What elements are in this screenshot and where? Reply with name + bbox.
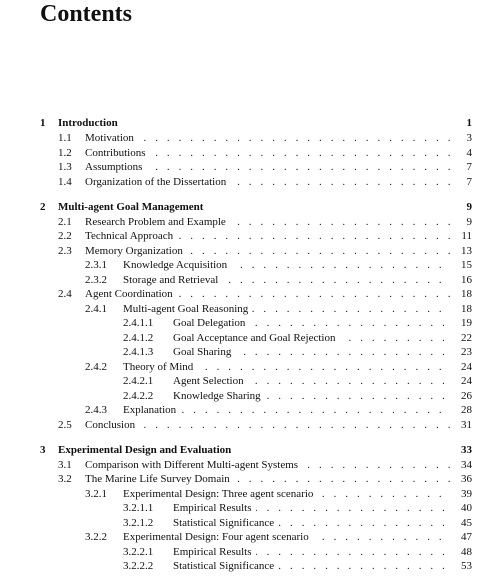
toc-page-number: 9 (463, 200, 473, 215)
toc-leader-dots (85, 418, 450, 433)
toc-page-number: 39 (457, 487, 472, 502)
toc-page-number: 4 (463, 146, 473, 161)
toc-leader-dots (85, 131, 450, 146)
toc-entry-number: 1.4 (58, 176, 72, 188)
toc-entry-number: 2.3.2 (85, 274, 107, 286)
toc-chapter-entry[interactable] (0, 116, 489, 131)
toc-section-entry[interactable] (0, 258, 489, 273)
toc-entry-title: The Marine Life Survey Domain (85, 472, 234, 487)
toc-section-entry[interactable] (0, 287, 489, 302)
toc-entry-number: 3.2 (58, 473, 72, 485)
toc-entry-number: 2.4.1 (85, 303, 107, 315)
toc-section-entry[interactable] (0, 516, 489, 531)
toc-entry-title: Knowledge Acquisition (123, 258, 231, 273)
toc-entry-title: Theory of Mind (123, 360, 197, 375)
toc-section-entry[interactable] (0, 501, 489, 516)
toc-section-entry[interactable] (0, 374, 489, 389)
toc-page-number: 24 (457, 360, 472, 375)
toc-entry-title: Organization of the Dissertation (85, 175, 230, 190)
toc-section-entry[interactable] (0, 331, 489, 346)
toc-entry-number: 2.4 (58, 288, 72, 300)
page-title: Contents (40, 1, 133, 27)
toc-section-entry[interactable] (0, 244, 489, 259)
toc-entry-title: Explanation (123, 403, 180, 418)
toc-section-entry[interactable] (0, 487, 489, 502)
toc-entry-title: Statistical Significance (173, 559, 278, 574)
toc-entry-title: Experimental Design: Three agent scenario (123, 487, 317, 502)
toc-page-number: 13 (457, 244, 472, 259)
toc-entry-number: 2.1 (58, 216, 72, 228)
toc-section-entry[interactable] (0, 215, 489, 230)
toc-entry-number: 2 (40, 201, 46, 213)
toc-page-number: 18 (457, 302, 472, 317)
toc-page-number: 7 (463, 160, 473, 175)
toc-entry-title: Agent Coordination (85, 287, 177, 302)
toc-entry-number: 1.1 (58, 132, 72, 144)
toc-page-number: 9 (463, 215, 473, 230)
toc-entry-title: Comparison with Different Multi-agent Systems (85, 458, 302, 473)
toc-entry-title: Multi-agent Goal Reasoning (123, 302, 252, 317)
toc-page-number: 3 (463, 131, 473, 146)
toc-section-entry[interactable] (0, 545, 489, 560)
toc-entry-title: Empirical Results (173, 501, 256, 516)
toc-page-number: 40 (457, 501, 472, 516)
toc-entry-number: 3.2.2.1 (123, 546, 154, 558)
toc-entry-title: Introduction (58, 116, 122, 131)
toc-entry-number: 2.4.1.3 (123, 346, 154, 358)
toc-section-entry[interactable] (0, 175, 489, 190)
toc-page-number: 11 (457, 229, 472, 244)
toc-page-number: 24 (457, 374, 472, 389)
toc-page-number: 36 (457, 472, 472, 487)
toc-page-number: 45 (457, 516, 472, 531)
toc-entry-number: 2.4.2 (85, 361, 107, 373)
toc-entry-number: 2.2 (58, 230, 72, 242)
toc-section-entry[interactable] (0, 458, 489, 473)
toc-page-number: 48 (457, 545, 472, 560)
toc-section-entry[interactable] (0, 403, 489, 418)
toc-page-number: 28 (457, 403, 472, 418)
toc-entry-number: 3 (40, 444, 46, 456)
toc-entry-number: 3.2.2.2 (123, 560, 154, 572)
toc-page-number: 33 (457, 443, 472, 458)
toc-section-entry[interactable] (0, 389, 489, 404)
toc-chapter-entry[interactable] (0, 200, 489, 215)
toc-section-entry[interactable] (0, 273, 489, 288)
toc-entry-title: Technical Approach (85, 229, 177, 244)
toc-page-number: 26 (457, 389, 472, 404)
toc-entry-number: 2.4.2.1 (123, 375, 154, 387)
toc-page-number: 23 (457, 345, 472, 360)
toc-section-entry[interactable] (0, 418, 489, 433)
toc-entry-title: Research Problem and Example (85, 215, 230, 230)
toc-section-entry[interactable] (0, 559, 489, 574)
toc-entry-number: 3.1 (58, 459, 72, 471)
toc-page-number: 16 (457, 273, 472, 288)
toc-entry-number: 2.4.3 (85, 404, 107, 416)
toc-page-number: 34 (457, 458, 472, 473)
toc-page-number: 1 (463, 116, 473, 131)
toc-section-entry[interactable] (0, 160, 489, 175)
toc-page-number: 19 (457, 316, 472, 331)
toc-entry-title: Statistical Significance (173, 516, 278, 531)
toc-section-entry[interactable] (0, 345, 489, 360)
toc-entry-title: Memory Organization (85, 244, 187, 259)
toc-page-number: 7 (463, 175, 473, 190)
toc-entry-number: 3.2.1 (85, 488, 107, 500)
toc-entry-number: 2.3 (58, 245, 72, 257)
toc-entry-title: Contributions (85, 146, 150, 161)
toc-entry-number: 3.2.2 (85, 531, 107, 543)
toc-entry-title: Empirical Results (173, 545, 256, 560)
toc-section-entry[interactable] (0, 302, 489, 317)
toc-entry-title: Multi-agent Goal Management (58, 200, 207, 215)
toc-entry-number: 3.2.1.1 (123, 502, 154, 514)
toc-page-number: 53 (457, 559, 472, 574)
toc-entry-number: 1 (40, 117, 46, 129)
toc-entry-number: 1.3 (58, 161, 72, 173)
toc-entry-title: Experimental Design and Evaluation (58, 443, 235, 458)
toc-section-entry[interactable] (0, 316, 489, 331)
toc-entry-title: Agent Selection (173, 374, 248, 389)
toc-entry-title: Goal Delegation (173, 316, 249, 331)
toc-entry-title: Conclusion (85, 418, 139, 433)
toc-section-entry[interactable] (0, 146, 489, 161)
toc-entry-number: 2.4.2.2 (123, 390, 154, 402)
toc-page-number: 47 (457, 530, 472, 545)
toc-entry-number: 2.4.1.2 (123, 332, 154, 344)
toc-page-number: 22 (457, 331, 472, 346)
toc-page-number: 18 (457, 287, 472, 302)
toc-entry-title: Goal Acceptance and Goal Rejection (173, 331, 340, 346)
toc-entry-title: Goal Sharing (173, 345, 235, 360)
toc-section-entry[interactable] (0, 360, 489, 375)
toc-entry-number: 2.3.1 (85, 259, 107, 271)
toc-entry-number: 2.5 (58, 419, 72, 431)
toc-entry-number: 1.2 (58, 147, 72, 159)
toc-section-entry[interactable] (0, 472, 489, 487)
toc-page-number: 31 (457, 418, 472, 433)
toc-section-entry[interactable] (0, 229, 489, 244)
toc-entry-number: 3.2.1.2 (123, 517, 154, 529)
toc-entry-title: Assumptions (85, 160, 146, 175)
toc-section-entry[interactable] (0, 530, 489, 545)
toc-entry-title: Experimental Design: Four agent scenario (123, 530, 313, 545)
toc-chapter-entry[interactable] (0, 443, 489, 458)
toc-entry-title: Motivation (85, 131, 138, 146)
toc-entry-title: Knowledge Sharing (173, 389, 265, 404)
toc-entry-number: 2.4.1.1 (123, 317, 154, 329)
toc-section-entry[interactable] (0, 131, 489, 146)
toc-page-number: 15 (457, 258, 472, 273)
toc-entry-title: Storage and Retrieval (123, 273, 222, 288)
